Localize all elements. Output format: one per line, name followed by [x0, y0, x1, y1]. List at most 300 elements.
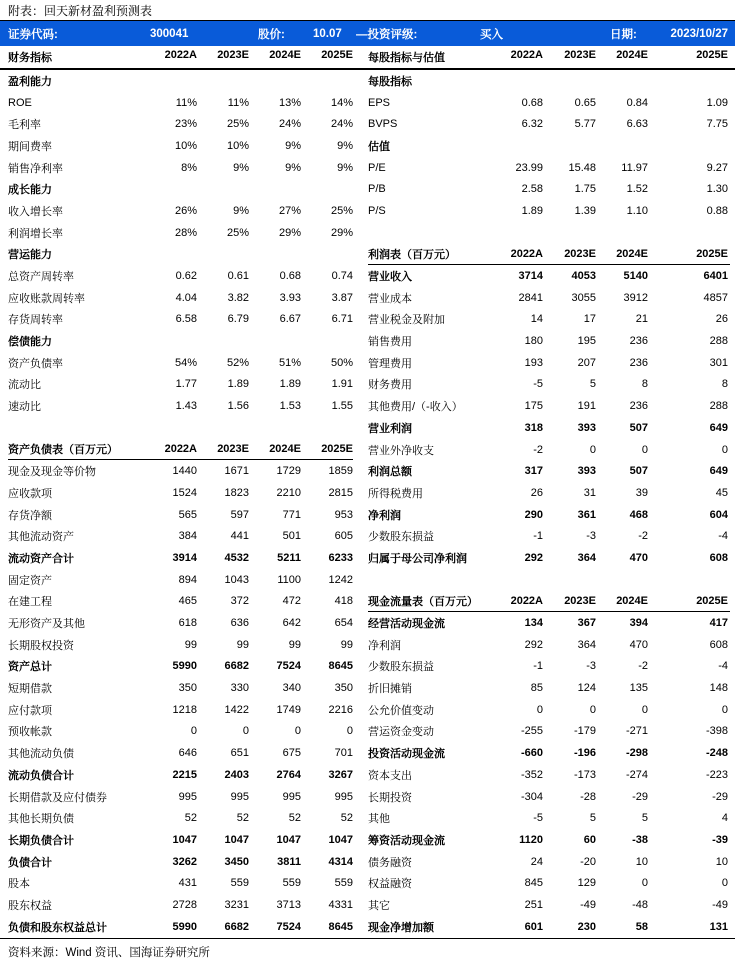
value-cell: 601: [524, 920, 543, 933]
row-label: EPS: [368, 96, 391, 109]
value-cell: 4.04: [175, 291, 197, 304]
table-row: [368, 439, 730, 461]
value-cell: 605: [334, 530, 353, 543]
price-label: 股价:: [258, 28, 285, 41]
value-cell: 7.75: [706, 118, 728, 131]
row-label: 资产负债率: [8, 357, 63, 370]
value-cell: 1671: [224, 465, 249, 478]
value-cell: 39: [635, 486, 648, 499]
value-cell: 23.99: [515, 161, 543, 174]
ratios-and-balance-sheet-column: [8, 70, 353, 938]
value-cell: 0.68: [521, 96, 543, 109]
value-cell: 0: [641, 703, 648, 716]
value-cell: -223: [705, 768, 728, 781]
year-header-cell: 2024E: [269, 443, 301, 456]
value-cell: 393: [577, 421, 596, 434]
value-cell: 6233: [328, 551, 353, 564]
row-label: 应收账款周转率: [8, 292, 85, 305]
section-title-row: [8, 70, 353, 92]
value-cell: 9.27: [706, 161, 728, 174]
value-cell: 1242: [328, 573, 353, 586]
row-label: 债务融资: [368, 856, 412, 869]
value-cell: 134: [524, 617, 543, 630]
table-row: [8, 113, 353, 135]
value-cell: 507: [629, 465, 648, 478]
row-label: BVPS: [368, 118, 398, 131]
value-cell: 26: [715, 313, 728, 326]
row-label: 净利润: [368, 509, 401, 522]
row-label: 其他长期负债: [8, 813, 74, 826]
section-title-row: [8, 330, 353, 352]
year-header-cell: 2025E: [321, 443, 353, 456]
value-cell: 318: [524, 421, 543, 434]
value-cell: 394: [629, 617, 648, 630]
row-label: 现金流量表（百万元）: [368, 595, 478, 608]
value-cell: 5: [589, 378, 596, 391]
value-cell: 8: [721, 378, 728, 391]
table-row: [368, 287, 730, 309]
section-title-row: [368, 70, 730, 92]
value-cell: 180: [524, 335, 543, 348]
value-cell: 292: [524, 638, 543, 651]
value-cell: 559: [282, 877, 301, 890]
value-cell: 5.77: [574, 118, 596, 131]
row-label: P/B: [368, 183, 386, 196]
year-header-cell: 2022A: [510, 49, 543, 61]
table-row: [368, 764, 730, 786]
row-label: 其他流动资产: [8, 531, 74, 544]
value-cell: 1.89: [279, 378, 301, 391]
value-cell: 2728: [172, 898, 197, 911]
row-label: P/E: [368, 161, 386, 174]
row-label: 存货净额: [8, 509, 52, 522]
stock-code-value: 300041: [150, 27, 189, 40]
value-cell: 1047: [276, 833, 301, 846]
table-row: [368, 504, 730, 526]
value-cell: 350: [334, 682, 353, 695]
value-cell: 1047: [172, 833, 197, 846]
table-row: [368, 460, 730, 482]
value-cell: 9%: [337, 139, 353, 152]
value-cell: 431: [178, 877, 197, 890]
value-cell: 3.93: [279, 291, 301, 304]
value-cell: -2: [638, 660, 648, 673]
table-row: [368, 699, 730, 721]
row-label: 收入增长率: [8, 205, 63, 218]
row-label: 少数股东损益: [368, 661, 434, 674]
value-cell: 10%: [174, 139, 197, 152]
value-cell: 995: [178, 790, 197, 803]
table-row: [368, 721, 730, 743]
value-cell: 2841: [518, 291, 543, 304]
value-cell: 468: [629, 508, 648, 521]
table-row: [368, 656, 730, 678]
value-cell: 292: [524, 551, 543, 564]
table-row: [8, 265, 353, 287]
value-cell: 1.56: [227, 400, 249, 413]
value-cell: 501: [282, 530, 301, 543]
year-header-cell: 2023E: [564, 49, 596, 61]
year-header-cell: 2024E: [616, 247, 648, 260]
table-row: [368, 417, 730, 439]
left-header-title: 财务指标: [8, 52, 52, 64]
row-label: 其它: [368, 899, 390, 912]
year-header-cell: 2025E: [696, 49, 728, 61]
table-row: [8, 894, 353, 916]
row-label: 股本: [8, 878, 30, 891]
value-cell: -1: [533, 530, 543, 543]
value-cell: 0: [242, 725, 249, 738]
value-cell: -179: [573, 725, 596, 738]
value-cell: 317: [524, 465, 543, 478]
spacer-row: [368, 222, 730, 244]
value-cell: 8: [641, 378, 648, 391]
value-cell: -29: [712, 790, 728, 803]
value-cell: 604: [709, 508, 728, 521]
table-row: [8, 699, 353, 721]
value-cell: 417: [709, 617, 728, 630]
value-cell: 24%: [330, 118, 353, 131]
value-cell: 953: [334, 508, 353, 521]
value-cell: 31: [583, 486, 596, 499]
table-section-header-row: [8, 439, 353, 461]
row-label: 毛利率: [8, 119, 41, 132]
value-cell: 26%: [174, 204, 197, 217]
table-row: [8, 395, 353, 417]
value-cell: -38: [632, 833, 648, 846]
value-cell: -29: [632, 790, 648, 803]
row-label: 应收款项: [8, 487, 52, 500]
value-cell: 608: [709, 551, 728, 564]
value-cell: 3.87: [331, 291, 353, 304]
value-cell: 2215: [172, 768, 197, 781]
table-row: [8, 482, 353, 504]
value-cell: 0.61: [227, 270, 249, 283]
value-cell: -2: [638, 530, 648, 543]
value-cell: 1.39: [574, 204, 596, 217]
value-cell: -20: [580, 855, 596, 868]
value-cell: 0: [641, 443, 648, 456]
value-cell: 472: [282, 595, 301, 608]
value-cell: 236: [629, 400, 648, 413]
value-cell: 5990: [172, 920, 197, 933]
row-label: 股东权益: [8, 899, 52, 912]
value-cell: 1.10: [626, 204, 648, 217]
value-cell: 10%: [226, 139, 249, 152]
table-row: [368, 374, 730, 396]
table-row: [368, 113, 730, 135]
row-label: 盈利能力: [8, 75, 52, 88]
value-cell: 9%: [285, 139, 301, 152]
value-cell: 7524: [276, 660, 301, 673]
value-cell: 1.75: [574, 183, 596, 196]
left-table-header: [8, 49, 353, 65]
price-value: 10.07: [313, 27, 342, 40]
value-cell: 7524: [276, 920, 301, 933]
value-cell: 8%: [181, 161, 197, 174]
value-cell: 3055: [571, 291, 596, 304]
row-label: 现金净增加额: [368, 921, 434, 934]
value-cell: 9%: [233, 161, 249, 174]
value-cell: -274: [625, 768, 648, 781]
table-section-header-row: [368, 244, 730, 266]
value-cell: -3: [586, 660, 596, 673]
value-cell: 0: [589, 443, 596, 456]
row-label: 权益融资: [368, 878, 412, 891]
value-cell: 301: [709, 356, 728, 369]
row-label: 流动负债合计: [8, 769, 74, 782]
table-row: [368, 92, 730, 114]
value-cell: 25%: [226, 118, 249, 131]
value-cell: 191: [577, 400, 596, 413]
value-cell: 99: [340, 638, 353, 651]
value-cell: 28%: [174, 226, 197, 239]
valuation-income-cashflow-column: [368, 70, 730, 938]
value-cell: 288: [709, 335, 728, 348]
value-cell: 0.62: [175, 270, 197, 283]
value-cell: 340: [282, 682, 301, 695]
value-cell: 27%: [278, 204, 301, 217]
value-cell: 6.71: [331, 313, 353, 326]
value-cell: 11%: [227, 96, 249, 109]
row-label: 投资活动现金流: [368, 748, 445, 761]
row-label: 期间费率: [8, 140, 52, 153]
table-row: [8, 547, 353, 569]
value-cell: 5211: [277, 551, 301, 564]
right-table-header: [368, 49, 730, 65]
table-row: [368, 829, 730, 851]
value-cell: -298: [625, 747, 648, 760]
section-title-row: [368, 135, 730, 157]
value-cell: 14%: [330, 96, 353, 109]
value-cell: 1823: [224, 486, 249, 499]
row-label: 营业利润: [368, 422, 412, 435]
row-label: 净利润: [368, 639, 401, 652]
value-cell: 0: [346, 725, 353, 738]
row-label: 归属于母公司净利润: [368, 552, 467, 565]
value-cell: 1749: [276, 703, 301, 716]
table-row: [368, 634, 730, 656]
value-cell: 50%: [330, 356, 353, 369]
table-row: [8, 829, 353, 851]
table-row: [368, 330, 730, 352]
value-cell: 470: [629, 551, 648, 564]
value-cell: 6682: [224, 660, 249, 673]
value-cell: 701: [334, 747, 353, 760]
value-cell: -352: [520, 768, 543, 781]
table-row: [368, 178, 730, 200]
value-cell: 0: [589, 703, 596, 716]
table-row: [368, 612, 730, 634]
table-row: [368, 200, 730, 222]
value-cell: -4: [718, 660, 728, 673]
table-row: [8, 374, 353, 396]
value-cell: 3231: [224, 898, 249, 911]
value-cell: 1729: [276, 465, 301, 478]
year-header-cell: 2025E: [321, 49, 353, 61]
row-label: 筹资活动现金流: [368, 834, 445, 847]
value-cell: 5140: [623, 270, 648, 283]
value-cell: -271: [625, 725, 648, 738]
year-header-cell: 2023E: [564, 594, 596, 607]
table-row: [8, 569, 353, 591]
row-label: 少数股东损益: [368, 531, 434, 544]
value-cell: 52: [184, 812, 197, 825]
row-label: 管理费用: [368, 357, 412, 370]
row-label: 其他: [368, 813, 390, 826]
value-cell: 129: [577, 877, 596, 890]
value-cell: 251: [524, 898, 543, 911]
row-label: 速动比: [8, 401, 41, 414]
row-label: 在建工程: [8, 596, 52, 609]
value-cell: 4314: [328, 855, 353, 868]
value-cell: 1100: [277, 573, 301, 586]
value-cell: 1.30: [706, 183, 728, 196]
table-row: [368, 265, 730, 287]
row-label: 预收帐款: [8, 726, 52, 739]
table-row: [8, 92, 353, 114]
table-row: [8, 591, 353, 613]
value-cell: 17: [583, 313, 596, 326]
value-cell: 52: [288, 812, 301, 825]
value-cell: 25%: [226, 226, 249, 239]
section-title-row: [8, 178, 353, 200]
value-cell: 597: [230, 508, 249, 521]
page-title: 附表：回天新材盈利预测表: [8, 4, 153, 18]
value-cell: -173: [573, 768, 596, 781]
value-cell: 559: [334, 877, 353, 890]
value-cell: -248: [705, 747, 728, 760]
value-cell: 124: [577, 682, 596, 695]
value-cell: 2403: [224, 768, 249, 781]
value-cell: 6.79: [227, 313, 249, 326]
table-row: [8, 634, 353, 656]
value-cell: 995: [282, 790, 301, 803]
value-cell: 8645: [328, 920, 353, 933]
source-note: 资料来源：Wind 资讯、国海证券研究所: [8, 946, 210, 959]
value-cell: 0: [641, 877, 648, 890]
value-cell: -48: [632, 898, 648, 911]
row-label: 公允价值变动: [368, 704, 434, 717]
table-row: [8, 916, 353, 938]
value-cell: 2210: [276, 486, 301, 499]
row-label: 固定资产: [8, 574, 52, 587]
value-cell: 288: [709, 400, 728, 413]
table-header-row: [0, 46, 735, 70]
value-cell: 361: [577, 508, 596, 521]
table-row: [8, 135, 353, 157]
value-cell: 995: [230, 790, 249, 803]
row-label: 负债合计: [8, 856, 52, 869]
value-cell: 0.88: [706, 204, 728, 217]
date-label: 日期:: [610, 28, 637, 41]
value-cell: 1043: [224, 573, 249, 586]
value-cell: 350: [178, 682, 197, 695]
table-row: [8, 742, 353, 764]
value-cell: 290: [524, 508, 543, 521]
table-row: [368, 157, 730, 179]
table-row: [8, 460, 353, 482]
table-row: [8, 200, 353, 222]
value-cell: 175: [524, 400, 543, 413]
year-header-cell: 2022A: [164, 49, 197, 61]
value-cell: 3262: [172, 855, 197, 868]
value-cell: 6.63: [626, 118, 648, 131]
value-cell: 3713: [276, 898, 301, 911]
value-cell: 1.55: [331, 400, 353, 413]
value-cell: 21: [635, 313, 648, 326]
year-header-cell: 2022A: [510, 594, 543, 607]
value-cell: 565: [178, 508, 197, 521]
value-cell: 642: [282, 617, 301, 630]
value-cell: 364: [577, 551, 596, 564]
value-cell: -28: [580, 790, 596, 803]
value-cell: 1.52: [626, 183, 648, 196]
row-label: 流动资产合计: [8, 552, 74, 565]
row-label: 营业税金及附加: [368, 314, 445, 327]
stock-code-label: 证券代码:: [8, 28, 58, 41]
value-cell: 4053: [571, 270, 596, 283]
value-cell: 0: [536, 703, 543, 716]
row-label: 营业成本: [368, 292, 412, 305]
value-cell: 236: [629, 335, 648, 348]
table-row: [368, 677, 730, 699]
value-cell: 4: [721, 812, 728, 825]
row-label: 利润总额: [368, 466, 412, 479]
value-cell: 0.84: [626, 96, 648, 109]
value-cell: 207: [577, 356, 596, 369]
value-cell: -49: [712, 898, 728, 911]
table-row: [8, 287, 353, 309]
value-cell: 1859: [328, 465, 353, 478]
row-label: 成长能力: [8, 184, 52, 197]
value-cell: 1218: [172, 703, 197, 716]
spacer-row: [8, 417, 353, 439]
value-cell: 85: [530, 682, 543, 695]
value-cell: 651: [230, 747, 249, 760]
row-label: 折旧摊销: [368, 683, 412, 696]
value-cell: -660: [520, 747, 543, 760]
value-cell: 2764: [276, 768, 301, 781]
value-cell: -3: [586, 530, 596, 543]
value-cell: 10: [635, 855, 648, 868]
value-cell: 0.65: [574, 96, 596, 109]
value-cell: 1524: [172, 486, 197, 499]
value-cell: 465: [178, 595, 197, 608]
year-header-cell: 2023E: [564, 247, 596, 260]
value-cell: 3714: [518, 270, 543, 283]
section-title-row: [8, 244, 353, 266]
row-label: 利润表（百万元）: [368, 248, 456, 261]
row-label: 其他费用/（-收入）: [368, 401, 463, 414]
row-label: 长期借款及应付债券: [8, 791, 107, 804]
row-label: 偿债能力: [8, 336, 52, 349]
year-header-cell: 2025E: [696, 594, 728, 607]
table-row: [8, 807, 353, 829]
table-row: [8, 612, 353, 634]
year-header-cell: 2024E: [269, 49, 301, 61]
value-cell: 1.77: [175, 378, 197, 391]
table-row: [368, 807, 730, 829]
value-cell: -398: [705, 725, 728, 738]
value-cell: 608: [709, 638, 728, 651]
value-cell: 54%: [174, 356, 197, 369]
row-label: 总资产周转率: [8, 271, 74, 284]
row-label: 所得税费用: [368, 487, 423, 500]
value-cell: 5990: [172, 660, 197, 673]
value-cell: 1.91: [331, 378, 353, 391]
row-label: 营业收入: [368, 271, 412, 284]
